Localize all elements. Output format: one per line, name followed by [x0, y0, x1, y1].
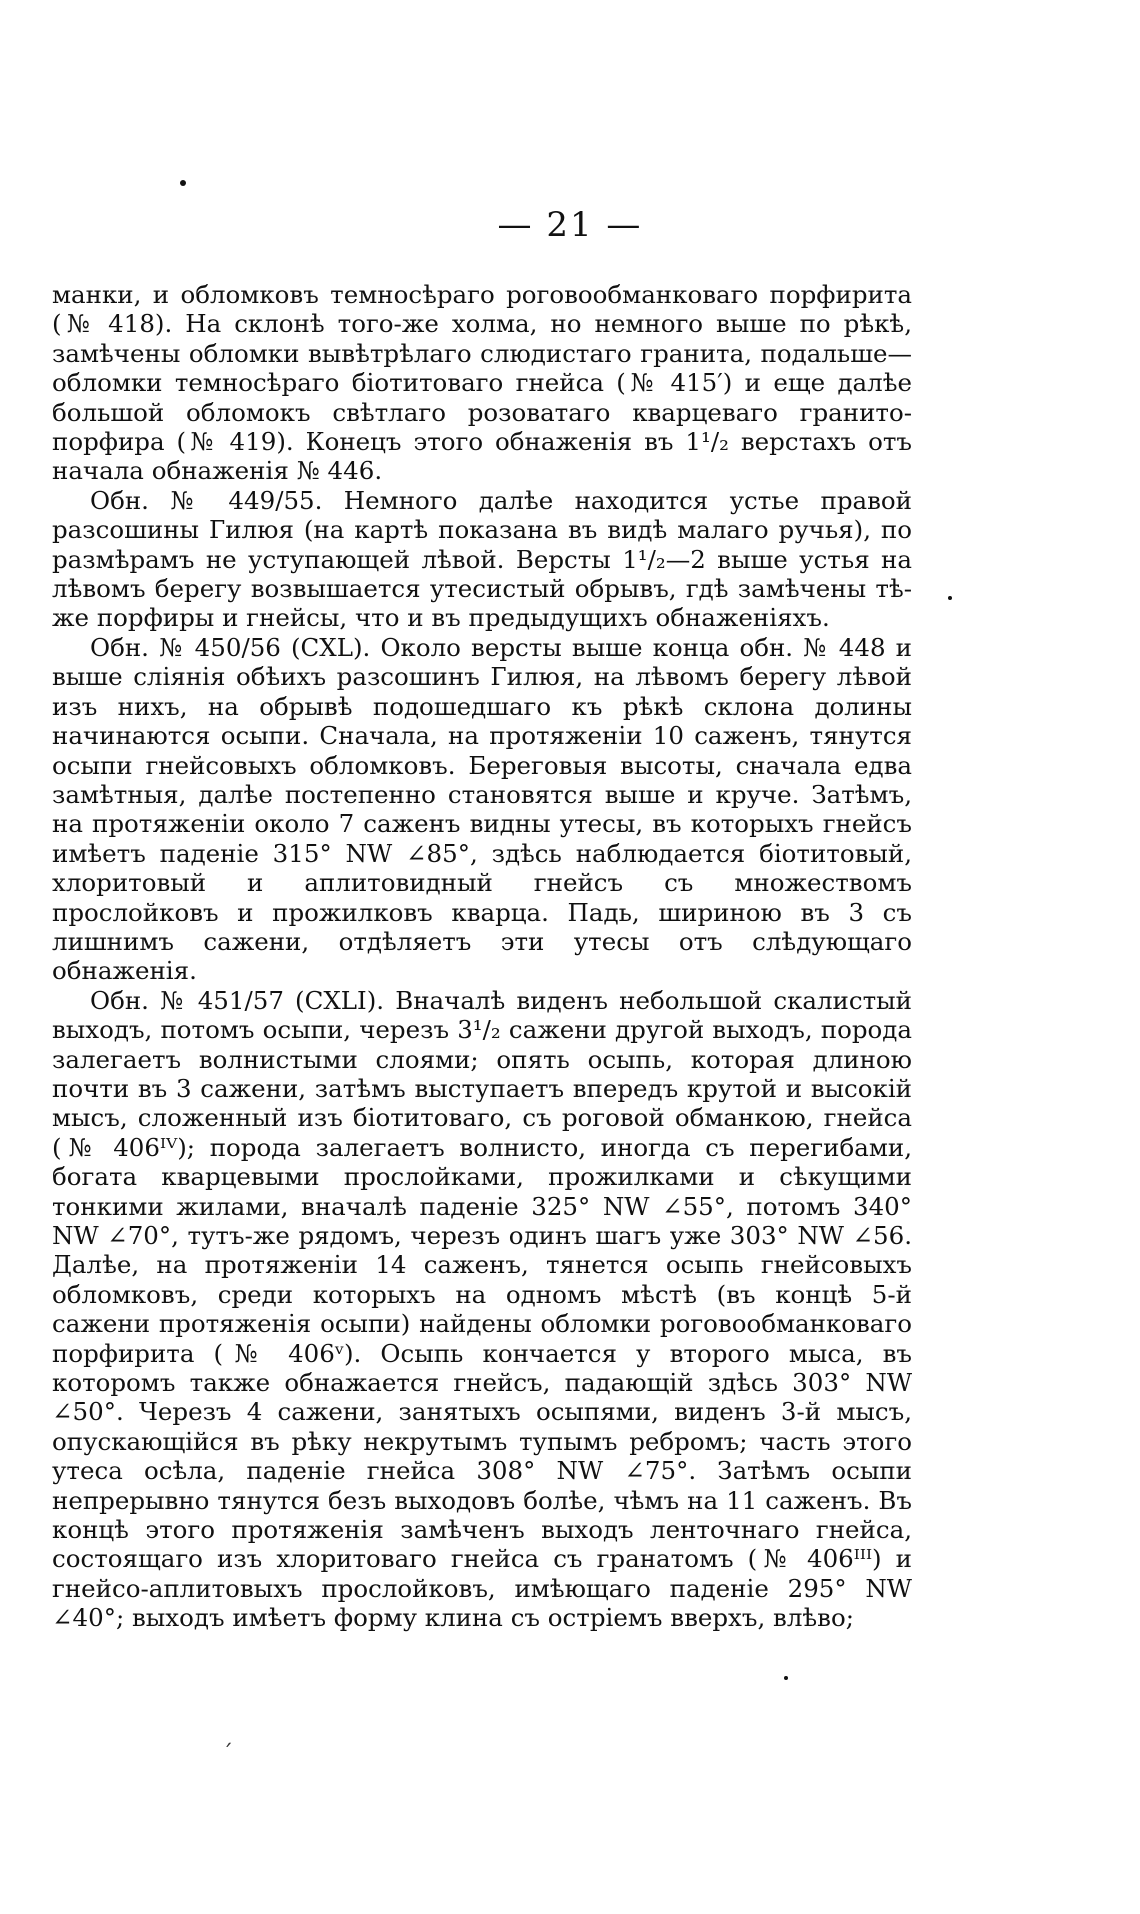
paragraph-1: манки, и обломковъ темносѣраго роговообманковаго порфирита (№ 418). На склонѣ того-же холма, но немного выше по рѣкѣ, замѣчены обломки вывѣтрѣлаго слюдистаго гранита, подальше— обломки темносѣраго біотитоваго гнейса (№ 415′) и еще далѣе большой обломокъ свѣтлаго розоватаго кварцеваго гранито-порфира (№ 419). Конецъ этого обнаженія въ 1¹/₂ верстахъ отъ начала обнаженія № 446. — [52, 280, 912, 486]
ink-speck-bottom — [784, 1676, 788, 1680]
page-number: — 21 — — [497, 205, 643, 245]
paragraph-3: Обн. № 450/56 (CXL). Около версты выше конца обн. № 448 и выше слiянія обѣихъ разсошинъ Гилюя, на лѣвомъ берегу лѣвой изъ нихъ, на обрывѣ подошедшаго къ рѣкѣ склона долины начинаются осыпи. Сначала, на протяженіи 10 саженъ, тянутся осыпи гнейсовыхъ обломковъ. Береговыя высоты, сначала едва замѣтныя, далѣе постепенно становятся выше и круче. Затѣмъ, на протяженіи около 7 саженъ видны утесы, въ которыхъ гнейсъ имѣетъ паденіе 315° NW ∠85°, здѣсь наблюдается біотитовый, хлоритовый и аплитовидный гнейсъ съ множествомъ прослойковъ и прожилковъ кварца. Падь, шириною въ 3 съ лишнимъ сажени, отдѣляетъ эти утесы отъ слѣдующаго обнаженія. — [52, 632, 912, 986]
paragraph-2: Обн. № 449/55. Немного далѣе находится устье правой разсошины Гилюя (на картѣ показана въ видѣ малаго ручья), по размѣрамъ не уступающей лѣвой. Версты 1¹/₂—2 выше устья на лѣвомъ берегу возвышается утесистый обрывъ, гдѣ замѣчены тѣ-же порфиры и гнейсы, что и въ предыдущихъ обнаженіяхъ. — [52, 485, 912, 633]
body-text — [52, 280, 912, 1633]
ink-speck-right — [948, 596, 952, 600]
pencil-mark: ˊ — [222, 1742, 233, 1767]
ink-speck-top — [180, 180, 186, 186]
paragraph-4: Обн. № 451/57 (CXLI). Вначалѣ виденъ небольшой скалистый выходъ, потомъ осыпи, черезъ 3¹/₂ сажени другой выходъ, порода залегаетъ волнистыми слоями; опять осыпь, которая длиною почти въ 3 сажени, затѣмъ выступаетъ впередъ крутой и высокій мысъ, сложенный изъ біотитоваго, съ роговой обманкою, гнейса (№ 406ᴵⱽ); порода залегаетъ волнисто, иногда съ перегибами, богата кварцевыми прослойками, прожилками и сѣкущими тонкими жилами, вначалѣ паденіе 325° NW ∠55°, потомъ 340° NW ∠70°, тутъ-же рядомъ, черезъ одинъ шагъ уже 303° NW ∠56. Далѣе, на протяженіи 14 саженъ, тянется осыпь гнейсовыхъ обломковъ, среди которыхъ на одномъ мѣстѣ (въ концѣ 5-й сажени протяженія осыпи) найдены обломки роговообманковаго порфирита (№ 406ᵛ). Осыпь кончается у второго мыса, въ которомъ также обнажается гнейсъ, падающій здѣсь 303° NW ∠50°. Черезъ 4 сажени, занятыхъ осыпями, виденъ 3-й мысъ, опускающійся въ рѣку некрутымъ тупымъ ребромъ; часть этого утеса осѣла, паденіе гнейса 308° NW ∠75°. Затѣмъ осыпи непрерывно тянутся безъ выходовъ болѣе, чѣмъ на 11 саженъ. Въ концѣ этого протяженія замѣченъ выходъ ленточнаго гнейса, состоящаго изъ хлоритоваго гнейса съ гранатомъ (№ 406ᴵᴵᴵ) и гнейсо-аплитовыхъ прослойковъ, имѣющаго паденіе 295° NW ∠40°; выходъ имѣетъ форму клина съ остріемъ вверхъ, влѣво; — [52, 985, 912, 1633]
